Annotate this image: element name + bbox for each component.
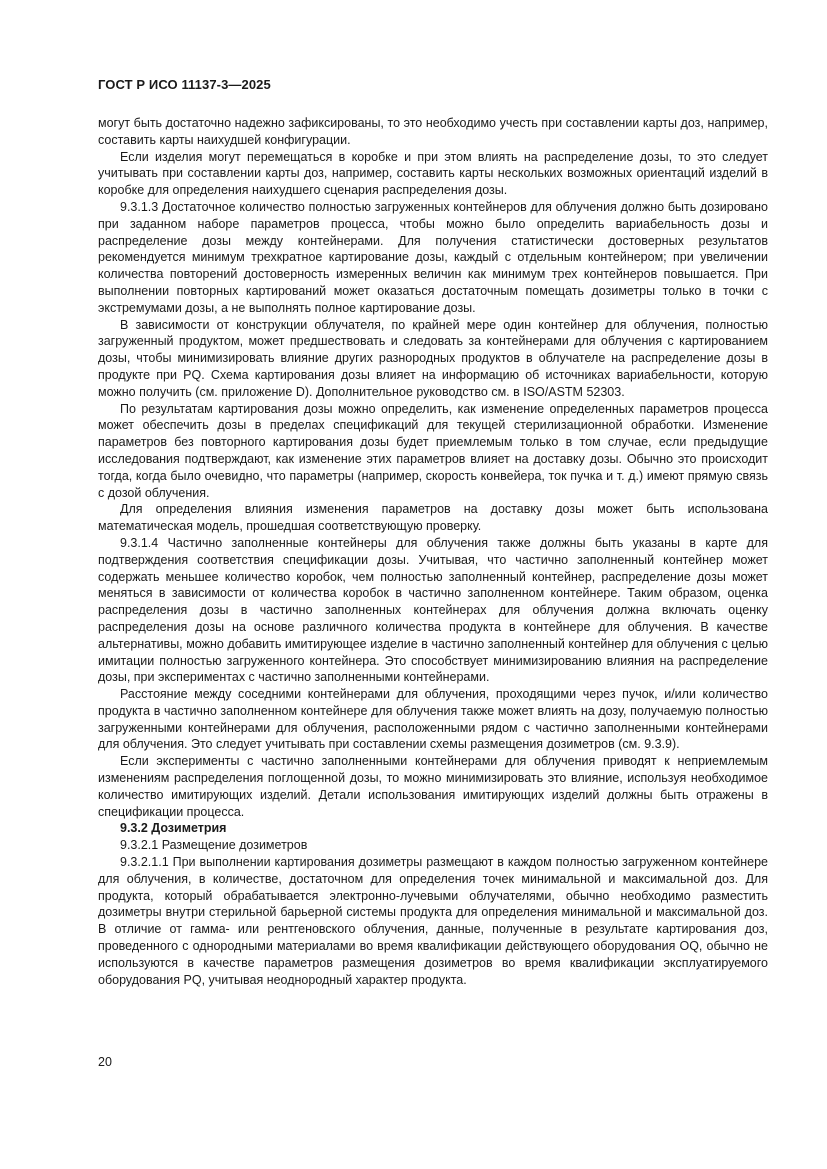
page-number: 20: [98, 1055, 112, 1069]
paragraph: могут быть достаточно надежно зафиксированы, то это необходимо учесть при составлении карты доз, например, составить карты наихудшей конфигурации.: [98, 116, 768, 147]
section-heading: 9.3.2 Дозиметрия: [120, 821, 227, 836]
paragraph: Для определения влияния изменения параметров на доставку дозы может быть использована математическая модель, прошедшая соответствующую проверку.: [98, 502, 768, 534]
paragraph: Если изделия могут перемещаться в коробке и при этом влиять на распределение дозы, то это следует учитывать при составлении карты доз, например, составить карты нескольких возможных ориентаций изделий в коробке для определения наихудшего сценария распределения дозы.: [98, 149, 768, 198]
document-body: [98, 115, 768, 988]
paragraph: В зависимости от конструкции облучателя, по крайней мере один контейнер для облучения, полностью загруженный продуктом, может предшествовать и следовать за контейнерами для облучения с картированием дозы, чтобы минимизировать влияние других разнородных продуктов в облучателе на распределение дозы в продукте при PQ. Схема картирования дозы влияет на информацию об источниках вариабельности, которую можно получить (см. приложение D). Дополнительное руководство см. в ISO/ASTM 52303.: [98, 317, 768, 399]
paragraph: Если эксперименты с частично заполненными контейнерами для облучения приводят к неприемлемым изменениям распределения поглощенной дозы, то можно минимизировать это влияние, используя необходимое количество имитирующих изделий. Детали использования имитирующих изделий должны быть отражены в спецификации процесса.: [98, 754, 768, 819]
document-header: ГОСТ Р ИСО 11137-3—2025: [98, 77, 271, 92]
paragraph: По результатам картирования дозы можно определить, как изменение определенных параметров процесса может обеспечить дозы в пределах спецификаций для текущей стерилизационной обработки. Изменение параметров без повторного картирования дозы будет приемлемым только в том случае, если предыдущие исследования подтверждают, как изменение этих параметров влияет на доставку дозы. Обычно это происходит тогда, когда было очевидно, что параметры (например, скорость конвейера, ток пучка и т. д.) имеют прямую связь с дозой облучения.: [98, 401, 768, 500]
subsection-heading: 9.3.2.1 Размещение дозиметров: [120, 838, 308, 853]
paragraph: 9.3.1.3 Достаточное количество полностью загруженных контейнеров для облучения должно быть дозировано при заданном наборе параметров процесса, чтобы можно было определить вариабельность дозы и распределение дозы между контейнерами. Для получения статистически достоверных результатов рекомендуется минимум трехкратное картирование дозы, каждый с отдельным контейнером; при увеличении количества повторений достоверность измеренных величин как минимум трех контейнеров повышается. При выполнении повторных картирований может оказаться достаточным помещать дозиметры только в точки с экстремумами дозы, а не выполнять полное картирование дозы.: [98, 199, 768, 315]
paragraph: Расстояние между соседними контейнерами для облучения, проходящими через пучок, и/или количество продукта в частично заполненном контейнере для облучения также может влиять на дозу, получаемую полностью загруженными контейнерами для облучения, расположенными рядом с частично заполненными контейнерами для облучения. Это следует учитывать при составлении схемы размещения дозиметров (см. 9.3.9).: [98, 687, 768, 752]
paragraph: 9.3.1.4 Частично заполненные контейнеры для облучения также должны быть указаны в карте для подтверждения соответствия спецификации дозы. Учитывая, что частично заполненный контейнер может содержать меньшее количество коробок, чем полностью заполненный контейнер, распределение дозы может меняться в зависимости от количества коробок в частично заполненном контейнере. Таким образом, оценка распределения дозы в частично заполненных контейнерах для облучения должна включать оценку распределения дозы на основе различного количества продукта в контейнере для облучения. В качестве альтернативы, можно добавить имитирующее изделие в частично заполненный контейнер для облучения с целью имитации полностью загруженного контейнера. Это способствует минимизированию влияния на распределение дозы, при экспериментах с частично заполненными контейнерами.: [98, 535, 768, 685]
paragraph: 9.3.2.1.1 При выполнении картирования дозиметры размещают в каждом полностью загруженном контейнере для облучения, в количестве, достаточном для определения точек минимальной и максимальной доз. Для продукта, который обрабатывается электронно-лучевыми облучателями, обычно необходимо разместить дозиметры внутри стерильной барьерной системы продукта для определения минимальной и максимальной доз. В отличие от гамма- или рентгеновского облучения, данные, полученные в результате картирования доз, проведенного с однородными материалами во время квалификации действующего оборудования OQ, обычно не используются в качестве параметров размещения дозиметров во время квалификации эксплуатируемого оборудования PQ, учитывая неоднородный характер продукта.: [98, 855, 768, 987]
